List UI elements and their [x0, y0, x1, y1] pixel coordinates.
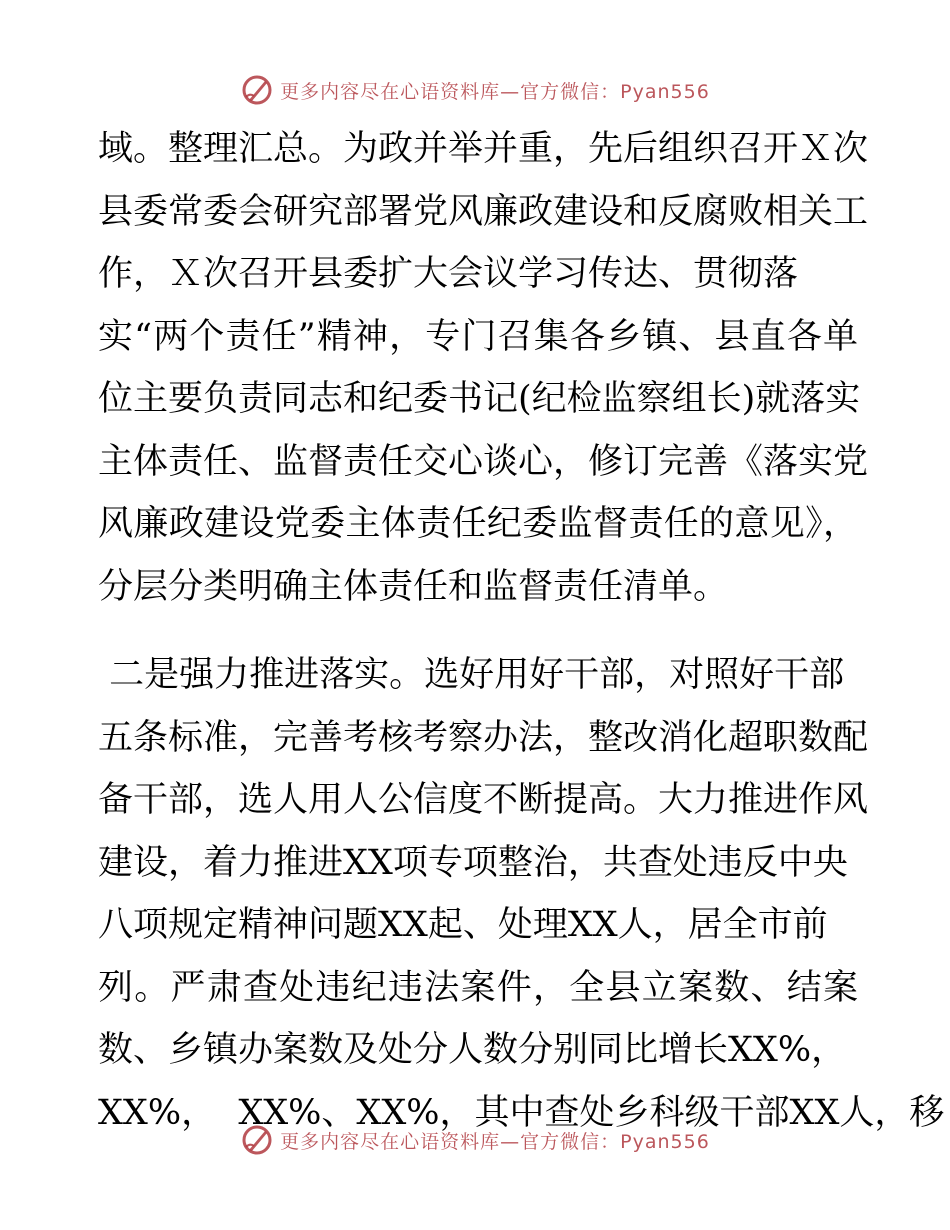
text-line: 位主要负责同志和纪委书记(纪检监察组长)就落实 — [98, 379, 861, 419]
text-line: 列。严肃查处违纪违法案件，全县立案数、结案 — [98, 967, 858, 1008]
text-line: 分层分类明确主体责任和监督责任清单。 — [98, 566, 729, 607]
document-body — [98, 118, 945, 1144]
watermark-text: 更多内容尽在心语资料库—官方微信：Pyan556 — [280, 80, 710, 103]
text-line: 作，Ｘ次召开县委扩大会议学习传达、贯彻落 — [98, 254, 799, 294]
watermark-text: 更多内容尽在心语资料库—官方微信：Pyan556 — [280, 1130, 710, 1153]
text-line: 数、乡镇办案数及处分人数分别同比增长XX%， — [98, 1030, 847, 1070]
text-line: 五条标准，完善考核考察办法，整改消化超职数配 — [98, 717, 869, 758]
header-watermark — [0, 70, 950, 110]
text-line: 备干部，选人用人公信度不断提高。大力推进作风 — [98, 780, 869, 820]
text-line: 八项规定精神问题XX起、处理XX人，居全市前 — [98, 905, 828, 945]
text-line: XX%， XX%、XX%，其中查处乡科级干部XX人，移 — [98, 1092, 945, 1133]
text-line: 域。整理汇总。为政并举并重，先后组织召开Ｘ次 — [98, 129, 869, 169]
text-line: 实“两个责任”精神，专门召集各乡镇、县直各单 — [98, 316, 858, 357]
text-line: 主体责任、监督责任交心谈心，修订完善《落实党 — [98, 441, 869, 482]
quill-pen-logo-icon — [240, 73, 274, 107]
footer-watermark — [0, 1120, 950, 1160]
paragraph-gap — [98, 618, 858, 644]
text-line: 建设，着力推进XX项专项整治，共查处违反中央 — [98, 842, 848, 883]
quill-pen-logo-icon — [240, 1123, 274, 1157]
text-line: 风廉政建设党委主体责任纪委监督责任的意见》， — [98, 504, 858, 544]
text-line: 县委常委会研究部署党风廉政建设和反腐败相关工 — [98, 191, 869, 232]
text-line: 二是强力推进落实。选好用好干部，对照好干部 — [98, 655, 845, 695]
